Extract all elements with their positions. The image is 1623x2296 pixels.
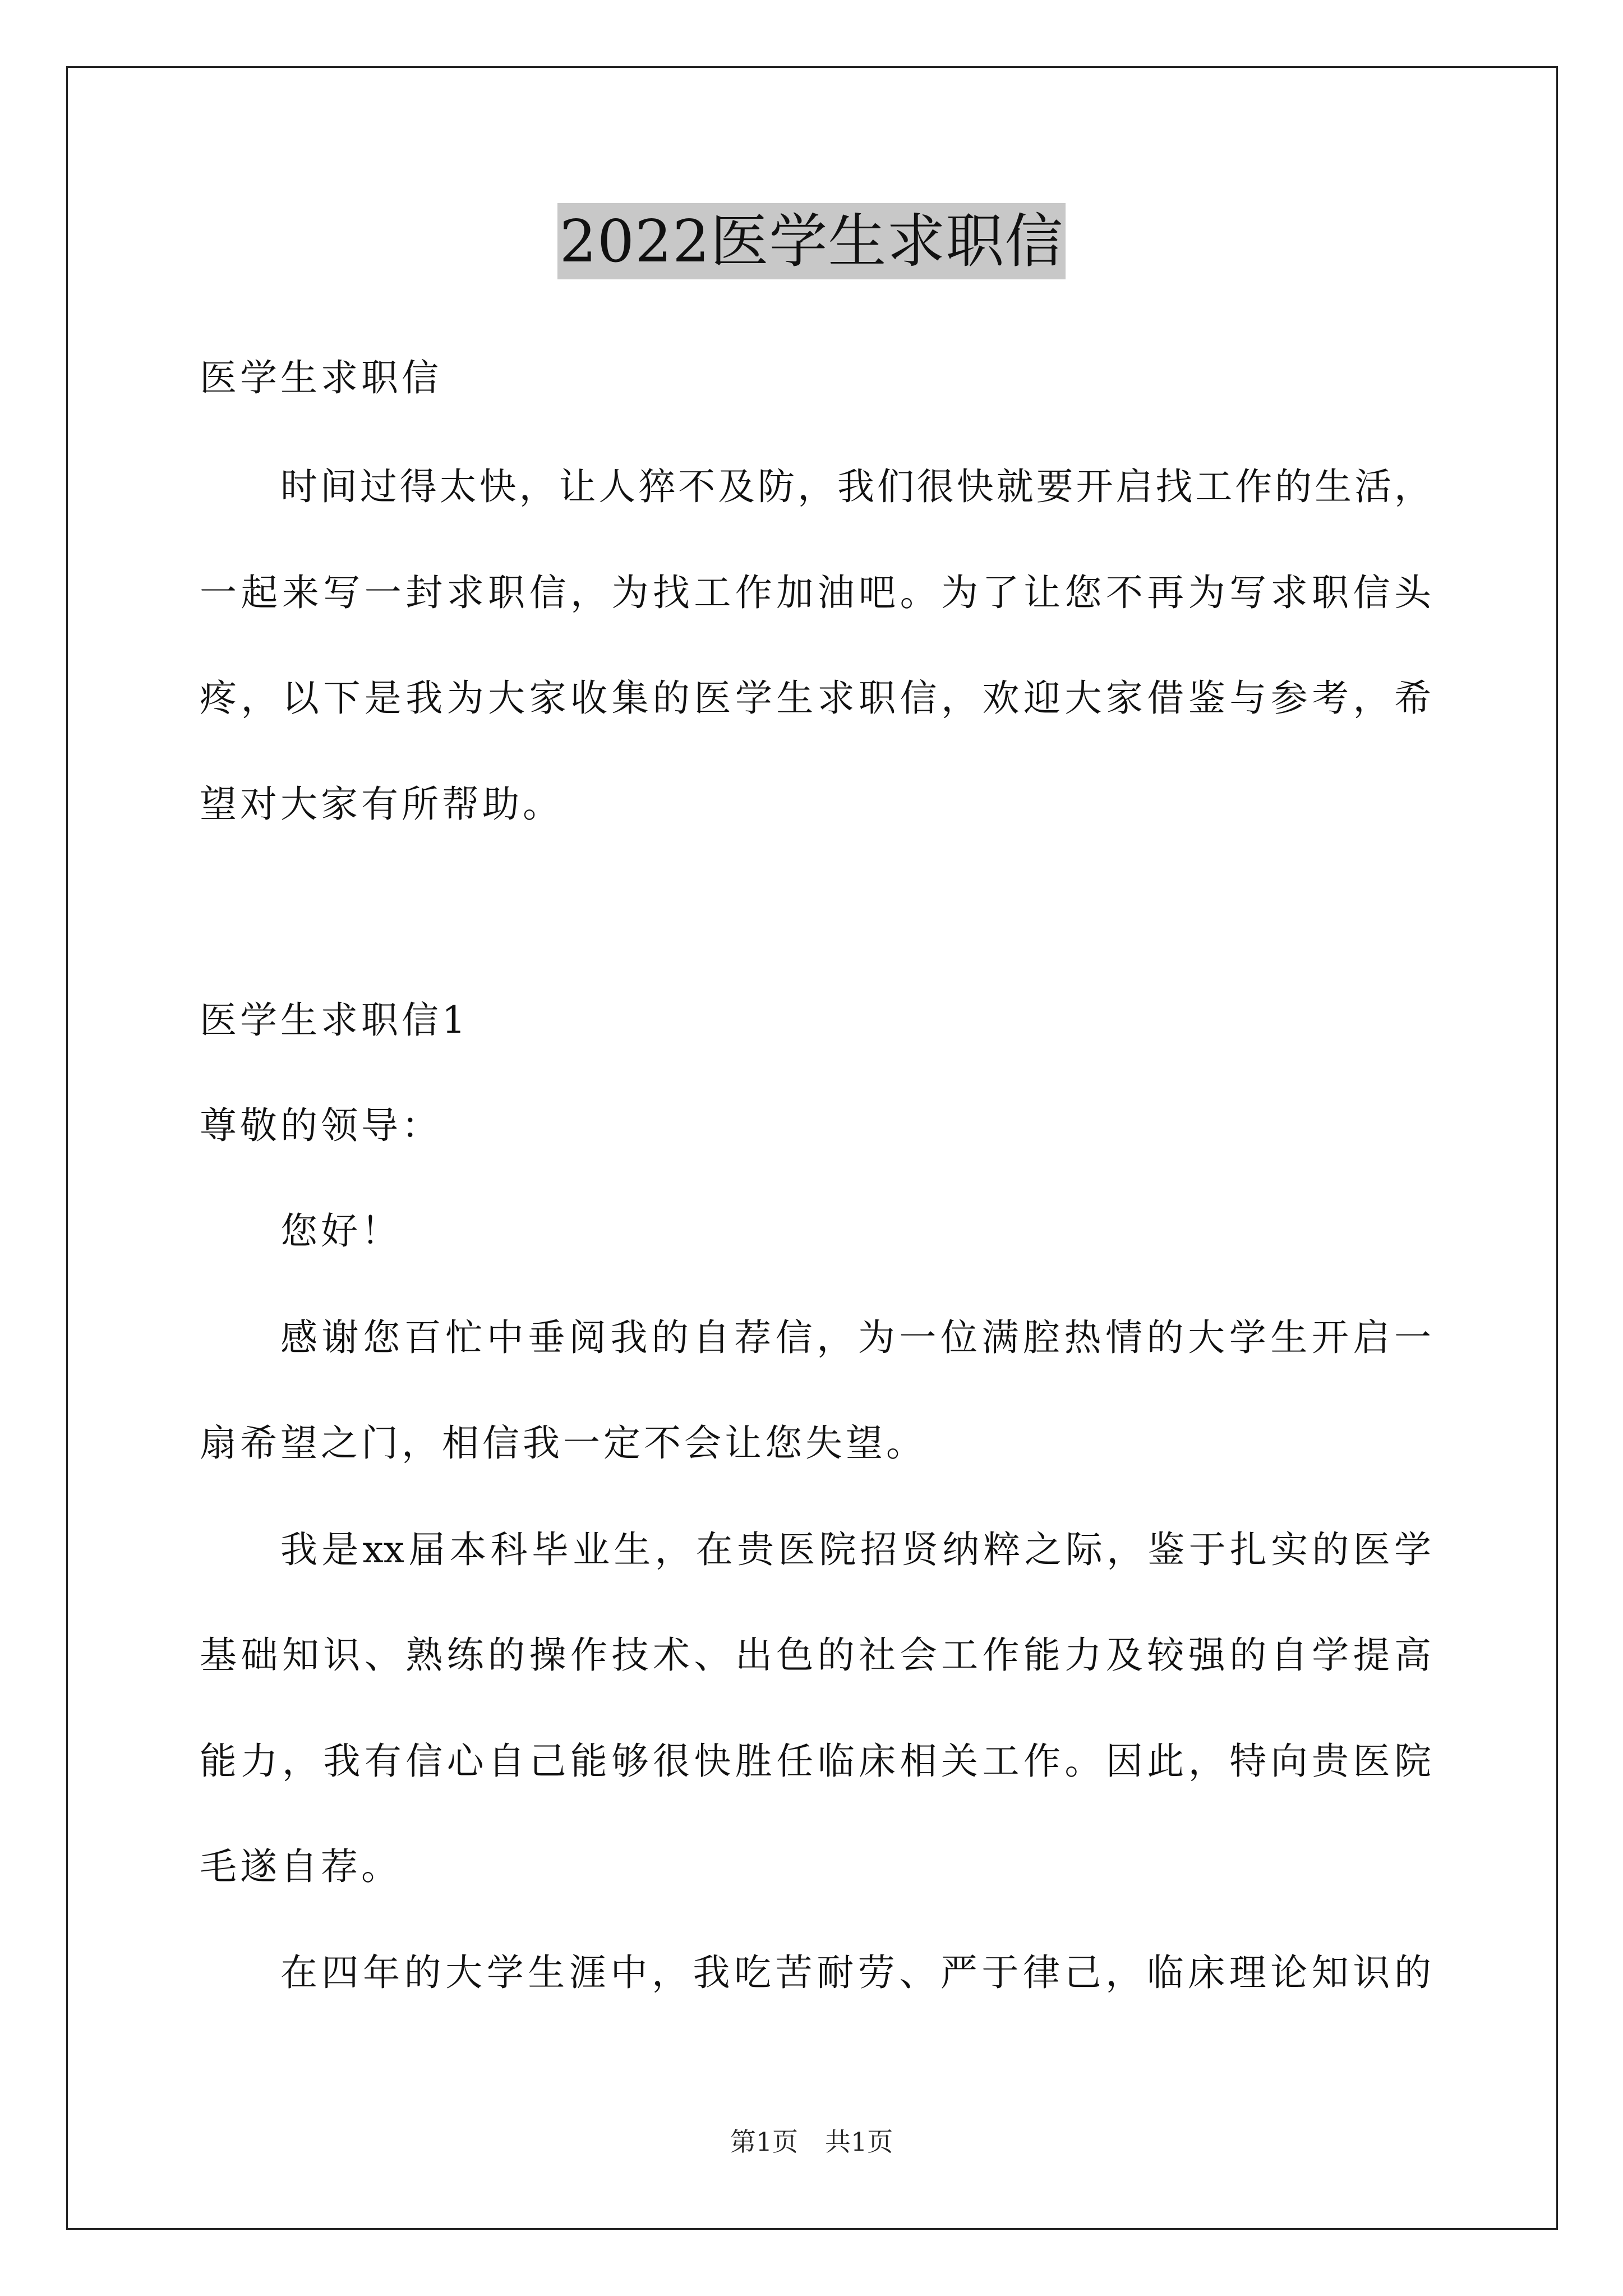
page-total: 共1页 <box>825 2127 893 2157</box>
intro-paragraph-line: 一起来写一封求职信，为找工作加油吧。为了让您不再为写求职信头 <box>200 571 1431 614</box>
subtitle-line: 医学生求职信 <box>200 356 442 399</box>
body-paragraph-line: 毛遂自荐。 <box>200 1845 402 1888</box>
page-footer <box>0 2125 1623 2159</box>
body-paragraph-line: 能力，我有信心自己能够很快胜任临床相关工作。因此，特向贵医院 <box>200 1740 1431 1783</box>
body-paragraph-line: 基础知识、熟练的操作技术、出色的社会工作能力及较强的自学提高 <box>200 1634 1431 1677</box>
intro-paragraph-line: 时间过得太快，让人猝不及防，我们很快就要开启找工作的生活， <box>280 465 1431 508</box>
section-heading: 医学生求职信1 <box>200 999 469 1042</box>
intro-paragraph-line: 疼，以下是我为大家收集的医学生求职信，欢迎大家借鉴与参考，希 <box>200 677 1431 720</box>
salutation: 尊敬的领导： <box>200 1104 442 1147</box>
body-paragraph-line: 扇希望之门，相信我一定不会让您失望。 <box>200 1421 926 1465</box>
document-title: 2022医学生求职信 <box>557 203 1066 279</box>
greeting: 您好！ <box>280 1209 402 1253</box>
page-number: 第1页 <box>730 2127 798 2157</box>
title-container <box>0 203 1623 279</box>
body-paragraph-line: 我是xx届本科毕业生，在贵医院招贤纳粹之际，鉴于扎实的医学 <box>280 1528 1431 1571</box>
body-paragraph-line: 在四年的大学生涯中，我吃苦耐劳、严于律己，临床理论知识的 <box>280 1951 1431 1994</box>
intro-paragraph-line: 望对大家有所帮助。 <box>200 783 563 826</box>
body-paragraph-line: 感谢您百忙中垂阅我的自荐信，为一位满腔热情的大学生开启一 <box>280 1316 1431 1359</box>
